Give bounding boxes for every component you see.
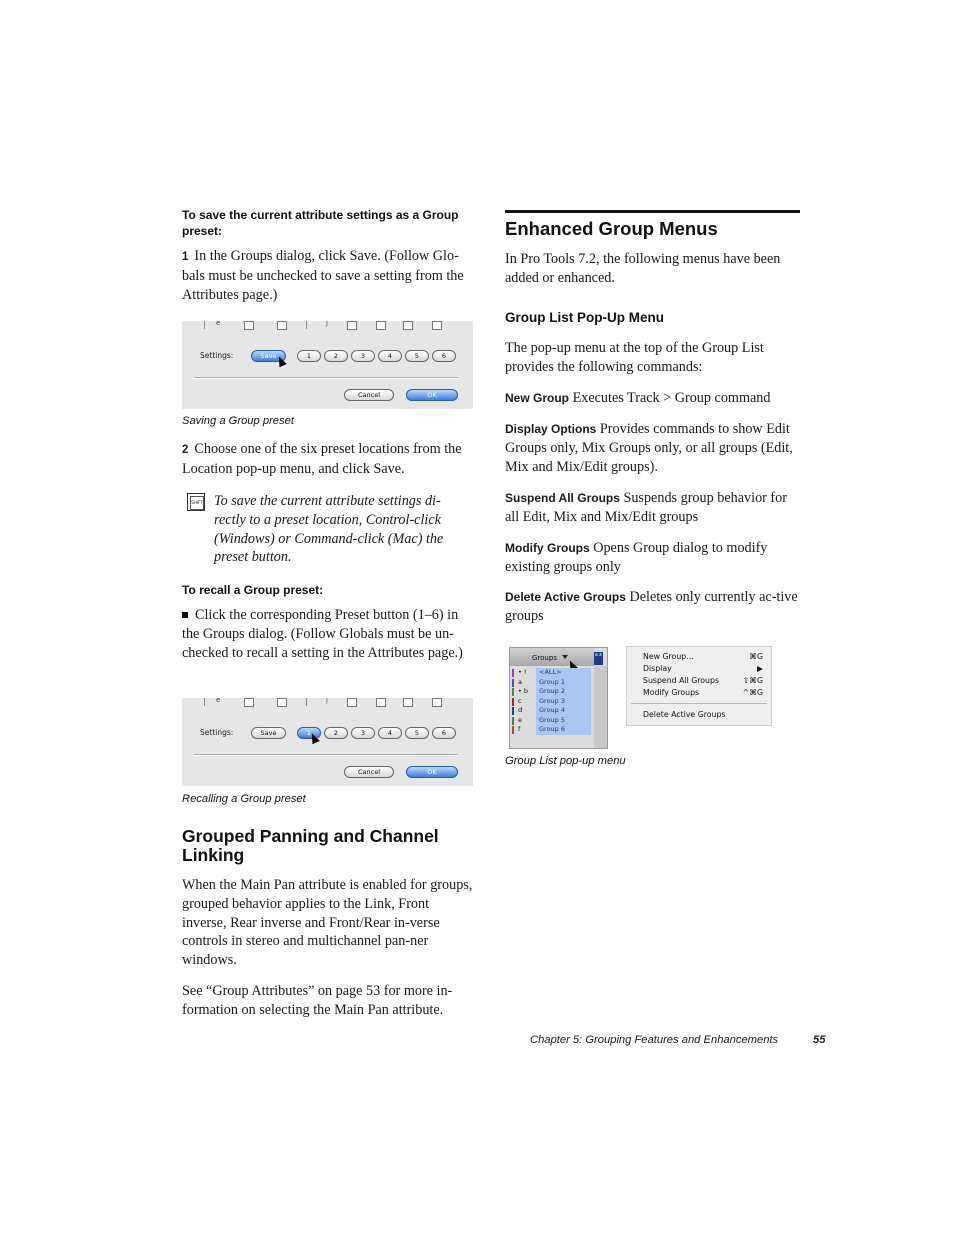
shift-key-icon <box>187 493 205 511</box>
list-item[interactable]: f Group 6 <box>512 725 592 735</box>
tip-text: To save the current attribute settings di-rectly to a preset location, Control-click (Windows) or Command-click (Mac) the preset button. <box>214 493 444 566</box>
menu-item-display[interactable]: Display <box>643 664 672 673</box>
preset-button-1[interactable]: 1 <box>297 350 321 362</box>
submenu-arrow-icon: ▶ <box>757 664 763 673</box>
menu-shortcut: ⌘G <box>749 652 763 661</box>
command-term: Delete Active Groups <box>505 590 626 604</box>
ok-button[interactable]: OK <box>406 389 458 401</box>
tick-label: j <box>326 321 328 327</box>
checkbox[interactable] <box>432 698 442 707</box>
figure-1-caption: Saving a Group preset <box>182 415 294 427</box>
preset-button-5[interactable]: 5 <box>405 350 429 362</box>
command-term: Modify Groups <box>505 541 590 555</box>
checkbox[interactable] <box>244 698 254 707</box>
preset-button-4[interactable]: 4 <box>378 350 402 362</box>
command-desc: Opens Group dialog to modify existing groups only <box>505 540 768 575</box>
command-term: New Group <box>505 391 570 405</box>
footer-chapter: Chapter 5: Grouping Features and Enhancements <box>530 1034 779 1046</box>
command-desc: Provides commands to show Edit Groups only, Mix Groups only, or all groups (Edit, Mix and Mix/Edit groups). <box>505 421 793 475</box>
list-item[interactable]: a Group 1 <box>512 678 592 688</box>
command-new-group <box>505 389 801 408</box>
page-number: 55 <box>813 1034 826 1046</box>
group-list-intro: The pop-up menu at the top of the Group List provides the following commands: <box>505 340 764 375</box>
menu-item-modify-groups[interactable]: Modify Groups <box>643 688 700 697</box>
recall-preset-heading: To recall a Group preset: <box>182 583 324 597</box>
figure-2-caption: Recalling a Group preset <box>182 793 306 805</box>
checkbox[interactable] <box>347 321 357 330</box>
preset-button-1[interactable]: 1 <box>297 727 321 739</box>
command-modify-groups <box>505 539 801 577</box>
command-term: Suspend All Groups <box>505 491 620 505</box>
list-item[interactable]: • ! <ALL> <box>512 668 592 678</box>
recall-bullet <box>182 606 476 662</box>
group-list-popup-subhead: Group List Pop-Up Menu <box>505 310 664 325</box>
sort-button[interactable]: a z <box>594 652 603 665</box>
step-2-number: 2 <box>182 444 189 456</box>
grouped-panning-para-1: When the Main Pan attribute is enabled for groups, grouped behavior applies to the Link, Front inverse, Rear inverse and Front/Rear in-verse controls in stereo and multichannel pan-ner windows. <box>182 877 473 969</box>
scrollbar[interactable] <box>594 666 607 748</box>
settings-label: Settings: <box>200 728 234 737</box>
separator <box>194 754 458 756</box>
ok-button[interactable]: OK <box>406 766 458 778</box>
group-list-header-label: Groups <box>532 654 557 662</box>
step-1 <box>182 247 476 304</box>
settings-label: Settings: <box>200 351 234 360</box>
tick-label: j <box>326 698 328 704</box>
command-suspend-all-groups <box>505 489 801 527</box>
checkbox[interactable] <box>376 321 386 330</box>
group-list-header[interactable] <box>510 648 594 666</box>
list-item[interactable]: • b Group 2 <box>512 687 592 697</box>
save-button[interactable]: Save <box>251 350 286 362</box>
tick-label: e <box>216 698 221 704</box>
command-desc: Executes Track > Group command <box>572 390 771 406</box>
command-term: Display Options <box>505 422 597 436</box>
menu-item-delete-active-groups[interactable]: Delete Active Groups <box>643 710 726 719</box>
preset-button-2[interactable]: 2 <box>324 350 348 362</box>
section-rule <box>505 210 800 213</box>
menu-item-suspend-all-groups[interactable]: Suspend All Groups <box>643 676 720 685</box>
checkbox[interactable] <box>376 698 386 707</box>
menu-separator <box>631 703 767 704</box>
step-2 <box>182 440 476 479</box>
step-2-text: Choose one of the six preset locations from the Location pop-up menu, and click Save. <box>182 441 462 477</box>
command-desc: Deletes only currently ac-tive groups <box>505 589 798 624</box>
recalling-preset-screenshot <box>182 698 473 786</box>
preset-button-5[interactable]: 5 <box>405 727 429 739</box>
preset-button-6[interactable]: 6 <box>432 727 456 739</box>
checkbox[interactable] <box>403 321 413 330</box>
step-1-text: In the Groups dialog, click Save. (Follow Glo-bals must be unchecked to save a setting from the Attributes page.) <box>182 248 464 303</box>
enhanced-intro: In Pro Tools 7.2, the following menus have been added or enhanced. <box>505 251 781 286</box>
menu-shortcut: ⇧⌘G <box>742 676 763 685</box>
saving-preset-screenshot <box>182 321 473 409</box>
recall-bullet-text: Click the corresponding Preset button (1–6) in the Groups dialog. (Follow Globals must be un-checked to recall a setting in the Attributes page.) <box>182 607 463 661</box>
preset-button-3[interactable]: 3 <box>351 727 375 739</box>
preset-button-2[interactable]: 2 <box>324 727 348 739</box>
cancel-button[interactable]: Cancel <box>344 766 394 778</box>
cancel-button[interactable]: Cancel <box>344 389 394 401</box>
shift-key-label: SHIFT <box>190 496 204 510</box>
enhanced-group-menus-title: Enhanced Group Menus <box>505 218 718 239</box>
checkbox[interactable] <box>432 321 442 330</box>
group-list-caption: Group List pop-up menu <box>505 755 626 767</box>
grouped-panning-title: Grouped Panning and Channel Linking <box>182 826 439 865</box>
checkbox[interactable] <box>244 321 254 330</box>
list-item[interactable]: e Group 5 <box>512 716 592 726</box>
menu-shortcut: ^⌘G <box>742 688 763 697</box>
command-display-options <box>505 420 801 476</box>
save-button[interactable]: Save <box>251 727 286 739</box>
group-popup-menu <box>626 646 772 726</box>
command-desc: Suspends group behavior for all Edit, Mix and Mix/Edit groups <box>505 490 787 525</box>
separator <box>194 377 458 379</box>
checkbox[interactable] <box>277 321 287 330</box>
checkbox[interactable] <box>277 698 287 707</box>
tick-label: e <box>216 321 221 327</box>
checkbox[interactable] <box>403 698 413 707</box>
group-list-screenshot <box>509 647 608 749</box>
menu-item-new-group[interactable]: New Group... <box>643 652 694 661</box>
preset-button-4[interactable]: 4 <box>378 727 402 739</box>
preset-button-3[interactable]: 3 <box>351 350 375 362</box>
chevron-down-icon <box>562 655 568 659</box>
preset-button-6[interactable]: 6 <box>432 350 456 362</box>
checkbox[interactable] <box>347 698 357 707</box>
grouped-panning-para-2: See “Group Attributes” on page 53 for more in-formation on selecting the Main Pan attribute. <box>182 983 453 1018</box>
save-preset-heading: To save the current attribute settings as a Group preset: <box>182 208 459 238</box>
list-item[interactable]: c Group 3 <box>512 697 592 707</box>
list-item[interactable]: d Group 4 <box>512 706 592 716</box>
bullet-icon <box>182 612 188 618</box>
step-1-number: 1 <box>182 251 189 263</box>
command-delete-active-groups <box>505 588 801 626</box>
